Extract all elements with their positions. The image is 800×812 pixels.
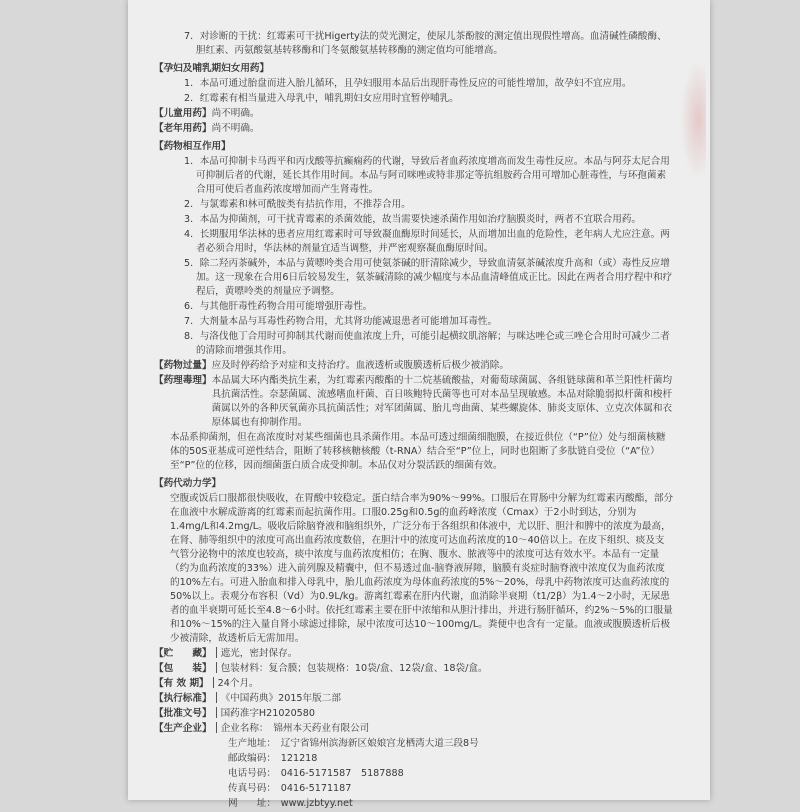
children-row [154,107,674,121]
red-stamp-bleed-through [680,60,706,180]
standard-row [154,692,674,706]
divider [216,692,217,703]
company-phone: 电话号码： 0416-5171587 5187888 [228,768,404,779]
interaction-item-2: 2．与氯霉素和林可酰胺类有拮抗作用，不推荐合用。 [184,199,411,210]
pharmacology-heading: 【药理毒理】 [154,375,212,386]
standard-label: 【执行标准】 [154,693,212,704]
divider [216,722,217,733]
storage-label: 【贮 藏】 [154,648,212,659]
divider [216,647,217,658]
interaction-item-8: 8．与洛伐他丁合用时可抑制其代谢而使血浓度上升，可能引起横纹肌溶解；与咪达唑仑或三唑仑合用时可减少二者的清除而增强其作用。 [184,331,670,356]
divider [213,677,214,688]
package-row [154,662,674,676]
package-label: 【包 装】 [154,663,212,674]
elderly-text: 尚不明确。 [211,123,260,134]
manufacturer-name: 企业名称： 锦州本天药业有限公司 [220,723,370,734]
company-address: 生产地址： 辽宁省锦州滨海新区娘娘宫龙栖湾大道三段8号 [228,738,479,749]
interaction-item-7: 7．大剂量本品与耳毒性药物合用，尤其肾功能减退患者可能增加耳毒性。 [184,316,498,327]
interaction-item-1: 1．本品可抑制卡马西平和丙戊酸等抗癫痫药的代谢，导致后者血药浓度增高而发生毒性反应。本品与阿芬太尼合用可抑制后者的代谢，延长其作用时间。本品与阿司咪唑或特非那定等抗组胺药合用可增加心脏毒性，与环孢菌素合用可使后者血药浓度增加而产生肾毒性。 [184,156,670,195]
pharmacology-text-2: 本品系抑菌剂，但在高浓度时对某些细菌也具杀菌作用。本品可透过细菌细胞膜，在接近供位（“P”位）处与细菌核糖体的50S亚基成可逆性结合，阻断了转移核糖核酸（t-RNA）结合至“P”位上，同时也阻断了多肽链自受位（“A”位）至“P”位的位移，因而细菌蛋白质合成受抑制。本品仅对分裂活跃的细菌有效。 [170,432,666,471]
elderly-heading: 【老年用药】 [154,123,212,134]
shelf-life-row [154,677,674,691]
standard-value: 《中国药典》2015年版二部 [220,693,341,704]
pregnancy-item-1: 1．本品可通过胎盘而进入胎儿循环，且孕妇服用本品后出现肝毒性反应的可能性增加，故孕妇不宜应用。 [184,78,632,89]
interaction-item-4: 4．长期服用华法林的患者应用红霉素时可导致凝血酶原时间延长，从而增加出血的危险性，老年病人尤应注意。两者必须合用时，华法林的剂量宜适当调整，并严密观察凝血酶原时间。 [184,229,670,254]
package-value: 包装材料：复合膜；包装规格：10袋/盒、12袋/盒、18袋/盒。 [220,663,488,674]
pharmacology-text: 本品属大环内酯类抗生素，为红霉素丙酸酯的十二烷基硫酸盐，对葡萄球菌属、各组链球菌和革兰阳性杆菌均具抗菌活性。奈瑟菌属、流感嗜血杆菌、百日咳鲍特氏菌等也可对本品呈现敏感。本品对除脆弱拟杆菌和梭杆菌属以外的各种厌氧菌亦具抗菌活性；对军团菌属、胎儿弯曲菌、某些螺旋体、肺炎支原体、立克次体属和衣原体属也有抑制作用。 [211,375,673,428]
manufacturer-label: 【生产企业】 [154,723,212,734]
approval-row [154,707,674,721]
interaction-item-5: 5．除二羟丙茶碱外，本品与黄嘌呤类合用可使氨茶碱的肝清除减少，导致血清氨茶碱浓度升高和（或）毒性反应增加。这一现象在合用6日后较易发生，氨茶碱清除的减少幅度与本品血清峰值成正比。因此在两者合用疗程中和疗程后，黄嘌呤类的剂量应予调整。 [184,258,673,297]
divider [216,662,217,673]
elderly-row [154,122,674,136]
storage-row [154,647,674,661]
company-postcode: 邮政编码： 121218 [228,753,318,764]
approval-value: 国药准字H21020580 [220,708,315,719]
children-text: 尚不明确。 [211,108,260,119]
pharmacology-row [154,374,674,430]
company-fax: 传真号码： 0416-5171187 [228,783,352,794]
manufacturer-row [154,722,674,736]
shelf-life-value: 24个月。 [217,678,259,689]
pregnancy-heading: 【孕妇及哺乳期妇女用药】 [154,63,270,74]
leaflet-content [154,30,674,812]
company-website: 网 址： www.jzbtyy.net [228,798,353,809]
children-heading: 【儿童用药】 [154,108,212,119]
overdose-text: 应及时停药给予对症和支持治疗。血液透析或腹膜透析后极少被消除。 [211,360,509,371]
pharmacokinetics-heading: 【药代动力学】 [154,478,222,489]
overdose-heading: 【药物过量】 [154,360,212,371]
storage-value: 遮光，密封保存。 [220,648,298,659]
interaction-item-3: 3．本品为抑菌剂，可干扰青霉素的杀菌效能，故当需要快速杀菌作用如治疗脑膜炎时，两者不宜联合用药。 [184,214,642,225]
pharmacokinetics-text: 空腹或饭后口服都很快吸收，在胃酸中较稳定。蛋白结合率为90%～99%。口服后在胃肠中分解为红霉素丙酸酯，部分在血液中水解成游离的红霉素而起抗菌作用。口服0.25g和0.5g的血药峰浓度（Cmax）于2小时到达，分别为1.4mg/L和4.2mg/L。吸收后除脑脊液和脑组织外，广泛分布于各组织和体液中，尤以肝、胆汁和脾中的浓度为最高，在肾、肺等组织中的浓度可高出血药浓度数倍，在胆汁中的浓度可达血药浓度的10～40倍以上。在皮下组织、痰及支气管分泌物中的浓度也较高，痰中浓度与血药浓度相仿；在胸、腹水、脓液等中的浓度可达有效水平。本品有一定量（约为血药浓度的33%）进入前列腺及精囊中，但不易透过血-脑脊液屏障，脑膜有炎症时脑脊液中浓度仅为血药浓度的10%左右。可进入胎血和排入母乳中，胎儿血药浓度为母体血药浓度的5%～20%，母乳中药物浓度可达血药浓度的50%以上。表观分布容积（Vd）为0.9L/kg。游离红霉素在肝内代谢，血消除半衰期（t1/2β）为1.4～2小时，无尿患者的血半衰期可延长至4.8～6小时。依托红霉素主要在肝中浓缩和从胆汁排出，并进行肠肝循环，约2%～5%的口服量和10%～15%的注入量自肾小球滤过排除，尿中浓度可达10～100mg/L。粪便中也含有一定量。血液或腹膜透析后极少被清除，故透析后无需加用。 [170,493,674,644]
divider [216,707,217,718]
pregnancy-item-2: 2．红霉素有相当量进入母乳中，哺乳期妇女应用时宜暂停哺乳。 [184,93,459,104]
approval-label: 【批准文号】 [154,708,212,719]
interactions-heading: 【药物相互作用】 [154,141,231,152]
leaflet-paper [128,0,710,809]
interference-item: 7．对诊断的干扰：红霉素可干扰Higerty法的荧光测定，使尿儿茶酚胺的测定值出现假性增高。血清碱性磷酸酶、胆红素、丙氨酸氨基转移酶和门冬氨酸氨基转移酶的测定值均可能增高。 [184,31,667,56]
overdose-row [154,359,674,373]
interaction-item-6: 6．与其他肝毒性药物合用可能增强肝毒性。 [184,301,373,312]
company-details [154,737,674,811]
shelf-life-label: 【有 效 期】 [154,678,209,689]
